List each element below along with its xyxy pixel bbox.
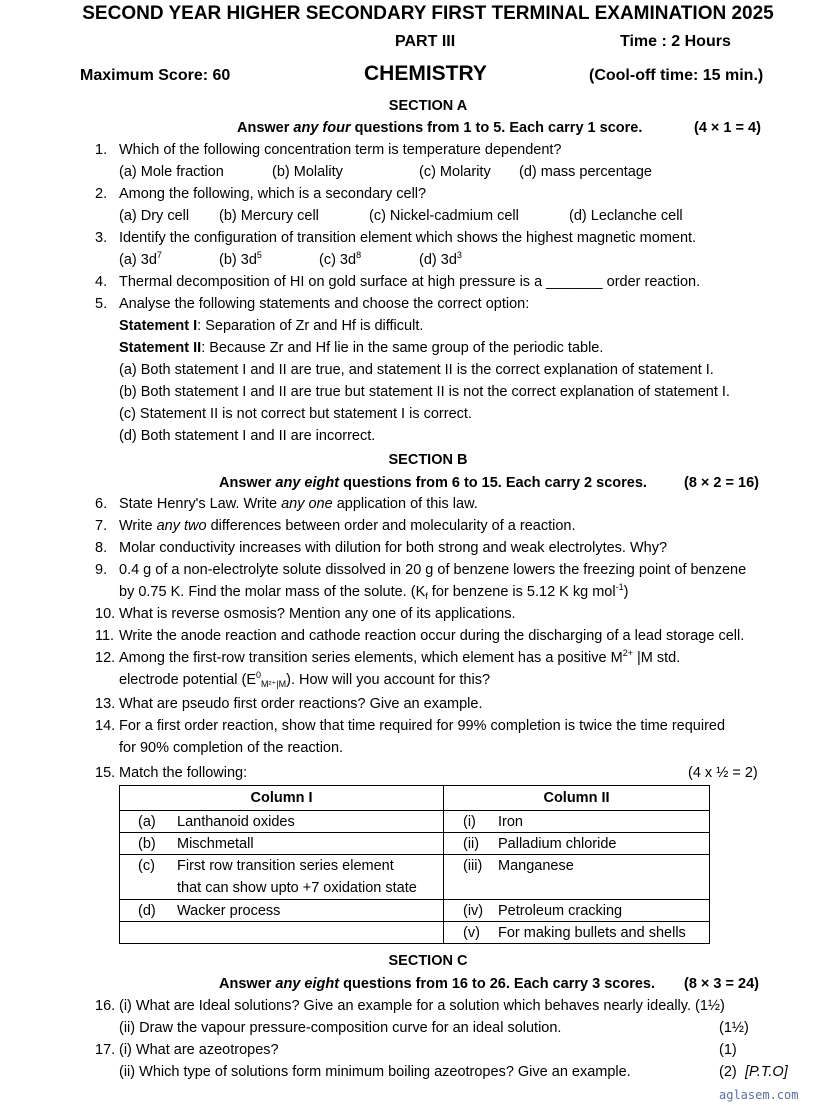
text-run: f xyxy=(425,591,428,601)
text-run: Write xyxy=(119,518,157,534)
q15-marks: (4 x ½ = 2) xyxy=(688,765,758,781)
table-row xyxy=(120,855,710,900)
text-run: M²⁺|M xyxy=(261,679,287,689)
question-17-part-ii xyxy=(119,1061,631,1083)
text-run: Answer xyxy=(219,976,276,992)
question-line xyxy=(119,493,478,515)
text-run: Write the anode reaction and cathode reaction occur during the discharging of a lead storage cell. xyxy=(119,628,745,644)
q3-option-b xyxy=(219,249,262,271)
question-part-ii: (ii) Which type of solutions form minimum boiling azeotropes? Give an example. xyxy=(119,1064,631,1080)
text-run: 0 xyxy=(256,670,262,680)
text-run: (a) Both statement I and II are true, and statement II is the correct explanation of statement I. xyxy=(119,362,714,378)
question-text xyxy=(119,142,562,158)
table-row xyxy=(120,900,710,922)
column-header: Column II xyxy=(444,786,710,811)
question-number: 16. xyxy=(95,998,116,1014)
question-line xyxy=(119,359,730,381)
question-line xyxy=(119,647,680,669)
q1-option-b: (b) Molality xyxy=(272,164,343,180)
question-line xyxy=(119,669,680,691)
column-1-cell xyxy=(120,833,444,855)
text-run: any two xyxy=(156,518,207,534)
text-run: Which of the following concentration term is temperature dependent? xyxy=(119,142,562,158)
cell-content xyxy=(444,922,709,943)
q3-option-d xyxy=(419,249,462,271)
item-label: (iii) xyxy=(463,858,483,874)
text-run: ) xyxy=(623,584,629,600)
q2-option-d: (d) Leclanche cell xyxy=(569,208,683,224)
text-run: Answer xyxy=(237,120,294,136)
text-run: application of this law. xyxy=(332,496,478,512)
question-lines xyxy=(119,693,482,715)
text-run: For a first order reaction, show that time required for 99% completion is twice the time required xyxy=(119,718,726,734)
question-lines xyxy=(119,715,725,759)
item-text: Petroleum cracking xyxy=(498,903,623,919)
column-2-cell xyxy=(444,900,710,922)
question-lines xyxy=(119,559,746,603)
item-label: (a) xyxy=(138,814,156,830)
column-2-cell xyxy=(444,833,710,855)
question-line xyxy=(119,337,730,359)
question-text xyxy=(119,274,700,290)
cool-off-time: (Cool-off time: 15 min.) xyxy=(589,67,764,84)
text-run: by 0.75 K. Find the molar mass of the solute. (K xyxy=(119,584,426,600)
question-part-i: (i) What are Ideal solutions? Give an example for a solution which behaves nearly ideally. xyxy=(119,998,691,1014)
section-a-title: SECTION A xyxy=(388,98,468,114)
exam-title: SECOND YEAR HIGHER SECONDARY FIRST TERMINAL EXAMINATION 2025 xyxy=(82,3,774,24)
section-a-marks: (4 × 1 = 4) xyxy=(694,120,761,136)
cell-content xyxy=(120,811,443,832)
question-number: 13. xyxy=(95,696,116,712)
part-label: PART III xyxy=(395,33,456,50)
text-run: any eight xyxy=(275,475,340,491)
text-run: for benzene is 5.12 K kg mol xyxy=(427,584,616,600)
part-marks: (1) xyxy=(719,1042,737,1058)
question-part-i: (i) What are azeotropes? xyxy=(119,1042,279,1058)
text-run: any eight xyxy=(275,976,340,992)
text-run: Analyse the following statements and choose the correct option: xyxy=(119,296,530,312)
question-line xyxy=(119,381,730,403)
question-line xyxy=(119,715,725,737)
text-run: -1 xyxy=(615,582,624,592)
text-run: differences between order and molecularity of a reaction. xyxy=(206,518,576,534)
question-lines xyxy=(119,537,667,559)
text-run: (a) 3d xyxy=(119,252,157,268)
item-text: Iron xyxy=(498,814,523,830)
cell-content xyxy=(120,833,443,854)
question-lines xyxy=(119,493,478,515)
question-number: 17. xyxy=(95,1042,116,1058)
table-row xyxy=(120,922,710,944)
text-run: What are pseudo first order reactions? Give an example. xyxy=(119,696,483,712)
cell-content xyxy=(444,833,709,854)
q3-option-a xyxy=(119,249,162,271)
question-2 xyxy=(95,183,427,205)
text-run: any one xyxy=(281,496,333,512)
item-label: (d) xyxy=(138,903,156,919)
item-text: Palladium chloride xyxy=(498,836,617,852)
question-17 xyxy=(95,1039,279,1061)
cell-content xyxy=(120,855,443,899)
text-run: any four xyxy=(293,120,351,136)
text-run: 3 xyxy=(456,250,462,260)
question-16-part-ii xyxy=(119,1017,561,1039)
question-number: 7. xyxy=(95,518,108,534)
watermark: aglasem.com xyxy=(719,1088,799,1102)
text-run: questions from 16 to 26. Each carry 3 scores. xyxy=(339,976,655,992)
question-text xyxy=(119,186,426,202)
question-9 xyxy=(95,559,747,603)
question-line xyxy=(119,315,730,337)
text-run: : Because Zr and Hf lie in the same group of the periodic table. xyxy=(201,340,604,356)
section-b-instruction xyxy=(219,472,647,494)
table-header-row xyxy=(120,786,710,811)
pto-note: [P.T.O] xyxy=(745,1064,788,1080)
question-lines xyxy=(119,293,730,447)
cell-content xyxy=(120,922,443,943)
question-5 xyxy=(95,293,730,447)
text-run: |M std. xyxy=(632,650,681,666)
question-10 xyxy=(95,603,516,625)
text-run: Answer xyxy=(219,475,276,491)
question-number: 5. xyxy=(95,296,108,312)
text-run: questions from 1 to 5. Each carry 1 score. xyxy=(350,120,643,136)
question-14 xyxy=(95,715,726,759)
item-label: (v) xyxy=(463,925,480,941)
section-b-marks: (8 × 2 = 16) xyxy=(684,475,759,491)
question-12 xyxy=(95,647,681,691)
table-row xyxy=(120,811,710,833)
cell-content xyxy=(444,811,709,832)
column-2-cell xyxy=(444,922,710,944)
item-label: (iv) xyxy=(463,903,484,919)
section-c-instruction xyxy=(219,973,655,995)
question-lines xyxy=(119,515,575,537)
text-run: (d) Both statement I and II are incorrect. xyxy=(119,428,376,444)
text-run: electrode potential (E xyxy=(119,672,257,688)
question-number: 9. xyxy=(95,562,108,578)
question-11 xyxy=(95,625,745,647)
question-13 xyxy=(95,693,483,715)
question-number: 10. xyxy=(95,606,116,622)
q2-option-a: (a) Dry cell xyxy=(119,208,190,224)
item-label: (c) xyxy=(138,858,155,874)
text-run: Molar conductivity increases with dilution for both strong and weak electrolytes. Why? xyxy=(119,540,668,556)
text-run: (c) Statement II is not correct but statement I is correct. xyxy=(119,406,472,422)
text-run: : Separation of Zr and Hf is difficult. xyxy=(197,318,424,334)
column-2-cell xyxy=(444,811,710,833)
column-1-cell xyxy=(120,855,444,900)
question-number: 1. xyxy=(95,142,108,158)
text-run: Statement I xyxy=(119,318,198,334)
text-run: Among the first-row transition series elements, which element has a positive M xyxy=(119,650,623,666)
text-run: Identify the configuration of transition element which shows the highest magnetic moment. xyxy=(119,230,697,246)
question-number: 14. xyxy=(95,718,116,734)
q1-option-a: (a) Mole fraction xyxy=(119,164,224,180)
question-15 xyxy=(95,762,248,784)
text-run: 8 xyxy=(356,250,362,260)
text-run: 7 xyxy=(156,250,162,260)
question-line xyxy=(119,737,725,759)
text-run: (c) 3d xyxy=(319,252,357,268)
question-number: 2. xyxy=(95,186,108,202)
item-text: First row transition series element xyxy=(177,858,394,874)
text-run: (b) 3d xyxy=(219,252,257,268)
max-score: Maximum Score: 60 xyxy=(80,67,231,84)
match-table xyxy=(119,785,710,944)
text-run: questions from 6 to 15. Each carry 2 scores. xyxy=(339,475,647,491)
text-run: (d) 3d xyxy=(419,252,457,268)
question-text: Match the following: xyxy=(119,765,248,781)
section-c-marks: (8 × 3 = 24) xyxy=(684,976,759,992)
question-number: 12. xyxy=(95,650,116,666)
q2-option-c: (c) Nickel-cadmium cell xyxy=(369,208,519,224)
text-run: Among the following, which is a secondary cell? xyxy=(119,186,427,202)
cell-content xyxy=(120,900,443,921)
part-marks: (1½) xyxy=(695,998,725,1014)
question-7 xyxy=(95,515,576,537)
time-label: Time : 2 Hours xyxy=(620,33,731,50)
text-run: ). How will you account for this? xyxy=(286,672,491,688)
item-label: (ii) xyxy=(463,836,480,852)
section-b-title: SECTION B xyxy=(388,452,468,468)
cell-content xyxy=(444,900,709,921)
text-run: Thermal decomposition of HI on gold surface at high pressure is a _______ order reaction. xyxy=(119,274,701,290)
cell-content xyxy=(444,855,709,899)
question-3 xyxy=(95,227,697,249)
item-text: Mischmetall xyxy=(177,836,254,852)
question-lines xyxy=(119,647,680,691)
question-line xyxy=(119,425,730,447)
question-16 xyxy=(95,995,725,1017)
question-lines xyxy=(119,603,516,625)
question-line xyxy=(119,515,575,537)
q1-option-d: (d) mass percentage xyxy=(519,164,652,180)
question-number: 8. xyxy=(95,540,108,556)
q3-option-c xyxy=(319,249,361,271)
column-header: Column I xyxy=(120,786,444,811)
question-number: 6. xyxy=(95,496,108,512)
text-run: 0.4 g of a non-electrolyte solute dissolved in 20 g of benzene lowers the freezing point of benzene xyxy=(119,562,747,578)
question-line xyxy=(119,603,516,625)
table-row xyxy=(120,833,710,855)
text-run: 5 xyxy=(256,250,262,260)
question-line xyxy=(119,625,744,647)
question-1 xyxy=(95,139,562,161)
item-text: Wacker process xyxy=(177,903,281,919)
column-1-cell xyxy=(120,811,444,833)
question-line xyxy=(119,693,482,715)
question-number: 3. xyxy=(95,230,108,246)
question-number: 15. xyxy=(95,765,116,781)
item-text: For making bullets and shells xyxy=(498,925,686,941)
q1-option-c: (c) Molarity xyxy=(419,164,491,180)
q2-option-b: (b) Mercury cell xyxy=(219,208,319,224)
item-text: Manganese xyxy=(498,858,574,874)
text-run: State Henry's Law. Write xyxy=(119,496,282,512)
question-line xyxy=(119,581,746,603)
question-part-ii: (ii) Draw the vapour pressure-composition curve for an ideal solution. xyxy=(119,1020,562,1036)
question-text xyxy=(119,230,696,246)
column-1-cell xyxy=(120,900,444,922)
section-c-title: SECTION C xyxy=(388,953,468,969)
item-label: (i) xyxy=(463,814,476,830)
column-1-cell xyxy=(120,922,444,944)
item-text-continued: that can show upto +7 oxidation state xyxy=(177,880,417,896)
question-line xyxy=(119,537,667,559)
question-line xyxy=(119,403,730,425)
text-run: (b) Both statement I and II are true but statement II is not the correct explanation of statement I. xyxy=(119,384,730,400)
text-run: Statement II xyxy=(119,340,202,356)
question-6 xyxy=(95,493,478,515)
text-run: 2+ xyxy=(622,648,633,658)
question-4 xyxy=(95,271,701,293)
question-8 xyxy=(95,537,668,559)
question-line xyxy=(119,559,746,581)
text-run: for 90% completion of the reaction. xyxy=(119,740,344,756)
part-marks: (1½) xyxy=(719,1020,749,1036)
text-run: What is reverse osmosis? Mention any one of its applications. xyxy=(119,606,516,622)
subject-title: CHEMISTRY xyxy=(364,62,487,85)
question-number: 11. xyxy=(95,628,115,644)
question-line xyxy=(119,293,730,315)
section-a-instruction xyxy=(237,117,642,139)
part-marks: (2) xyxy=(719,1064,737,1080)
item-label: (b) xyxy=(138,836,156,852)
column-2-cell xyxy=(444,855,710,900)
question-number: 4. xyxy=(95,274,108,290)
question-lines xyxy=(119,625,744,647)
item-text: Lanthanoid oxides xyxy=(177,814,295,830)
